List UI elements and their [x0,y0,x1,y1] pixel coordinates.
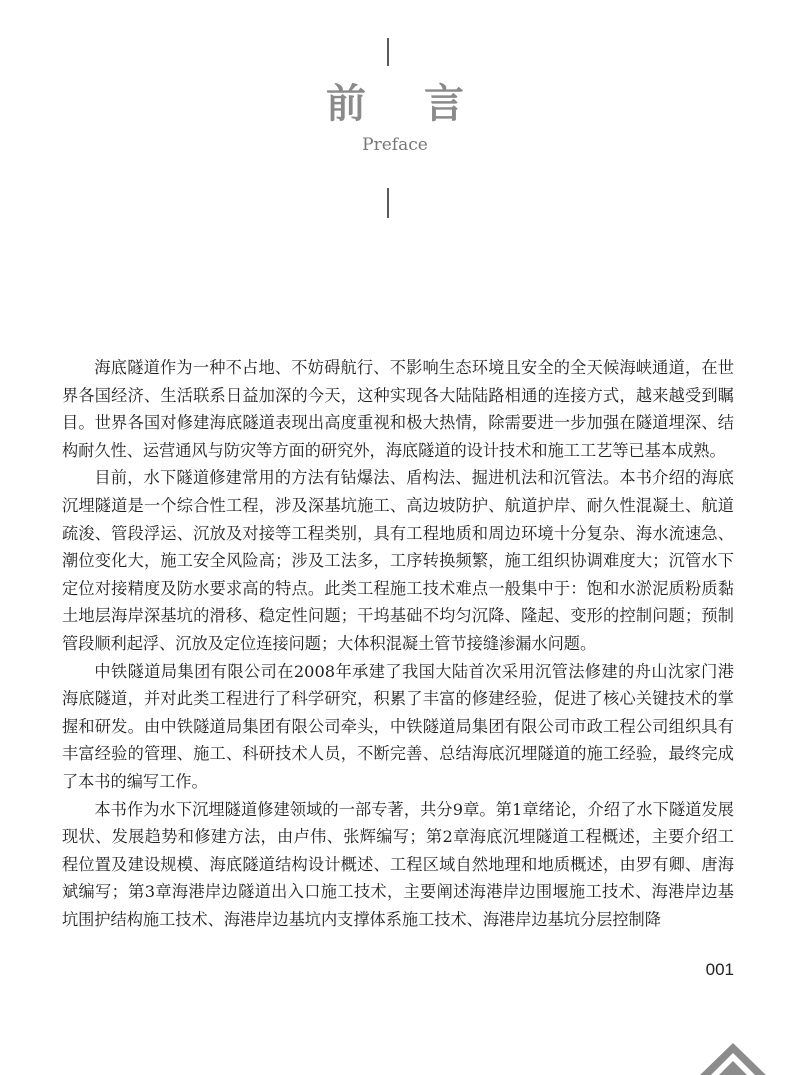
paragraph: 本书作为水下沉埋隧道修建领域的一部专著，共分9章。第1章绪论，介绍了水下隧道发展现状、发展趋势和修建方法，由卢伟、张辉编写；第2章海底沉埋隧道工程概述，主要介绍工程位置及建设规模、海底隧道结构设计概述、工程区域自然地理和地质概述，由罗有卿、唐海斌编写；第3章海港岸边隧道出入口施工技术，主要阐述海港岸边围堰施工技术、海港岸边基坑围护结构施工技术、海港岸边基坑内支撑体系施工技术、海港岸边基坑分层控制降 [62,799,734,929]
page-number: 001 [705,960,734,979]
decorative-line-top [387,38,389,66]
page-subtitle: Preface [362,135,428,155]
triangle-logo-icon [698,1040,768,1075]
decorative-line-bottom [387,188,389,218]
paragraph: 目前，水下隧道修建常用的方法有钻爆法、盾构法、掘进机法和沉管法。本书介绍的海底沉埋隧道是一个综合性工程，涉及深基坑施工、高边坡防护、航道护岸、耐久性混凝土、航道疏浚、管段浮运、沉放及对接等工程类别，具有工程地质和周边环境十分复杂、海水流速急、潮位变化大，施工安全风险高；涉及工法多，工序转换频繁，施工组织协调难度大；沉管水下定位对接精度及防水要求高的特点。此类工程施工技术难点一般集中于：饱和水淤泥质粉质黏土地层海岸深基坑的滑移、稳定性问题；干坞基础不均匀沉降、隆起、变形的控制问题；预制管段顺利起浮、沉放及定位连接问题；大体积混凝土管节接缝渗漏水问题。 [62,468,734,653]
paragraph: 海底隧道作为一种不占地、不妨碍航行、不影响生态环境且安全的全天候海峡通道，在世界各国经济、生活联系日益加深的今天，这种实现各大陆陆路相通的连接方式，越来越受到瞩目。世界各国对修建海底隧道表现出高度重视和极大热情，除需要进一步加强在隧道埋深、结构耐久性、运营通风与防灾等方面的研究外，海底隧道的设计技术和施工工艺等已基本成熟。 [62,358,734,460]
preface-body [62,354,734,933]
paragraph: 中铁隧道局集团有限公司在2008年承建了我国大陆首次采用沉管法修建的舟山沈家门港海底隧道，并对此类工程进行了科学研究，积累了丰富的修建经验，促进了核心关键技术的掌握和研发。由中铁隧道局集团有限公司牵头，中铁隧道局集团有限公司市政工程公司组织具有丰富经验的管理、施工、科研技术人员，不断完善、总结海底沉埋隧道的施工经验，最终完成了本书的编写工作。 [62,661,734,791]
page-title: 前言 [326,80,522,127]
